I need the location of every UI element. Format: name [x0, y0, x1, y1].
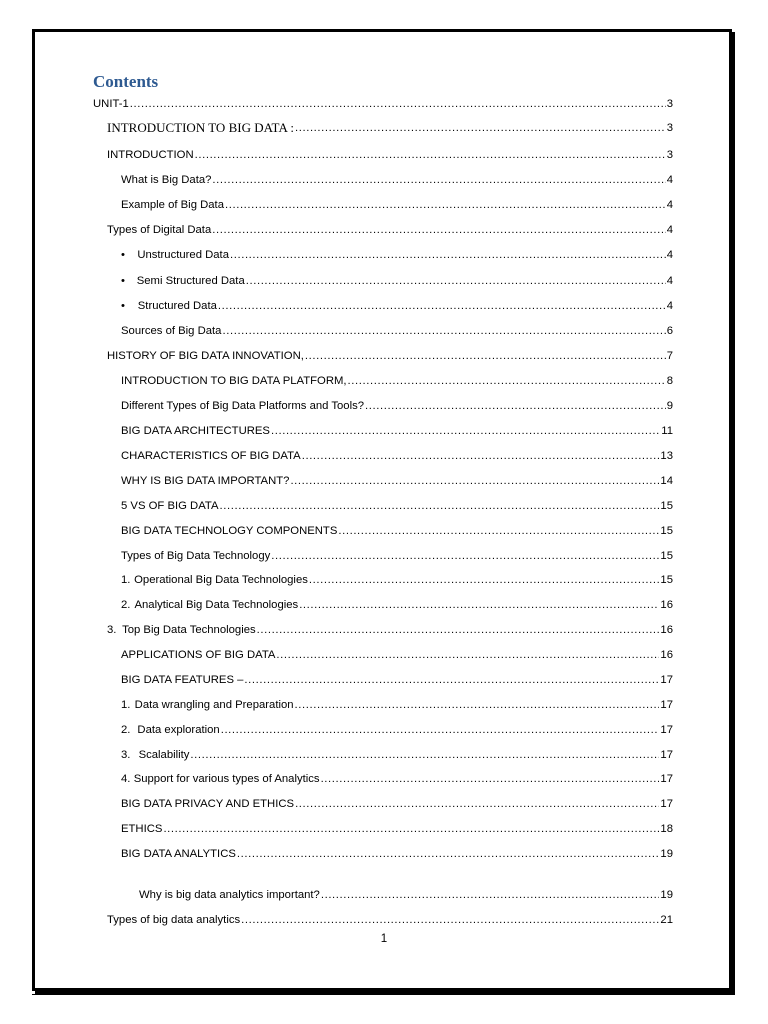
toc-entry[interactable] [121, 372, 673, 388]
toc-entry[interactable] [121, 196, 673, 212]
toc-entry[interactable] [121, 820, 673, 836]
toc-entry[interactable] [121, 721, 673, 737]
dot-leader [244, 673, 659, 687]
toc-entry-title: BIG DATA ARCHITECTURES [121, 425, 270, 437]
toc-entry-marker: 3. [121, 749, 131, 761]
dot-leader [299, 598, 659, 612]
contents-heading: Contents [93, 72, 159, 91]
toc-entry-page: 17 [660, 674, 673, 686]
toc-entry-page: 15 [660, 574, 673, 586]
toc-entry[interactable] [121, 447, 673, 463]
toc-entry-marker: • [121, 249, 125, 261]
toc-entry[interactable] [107, 621, 673, 637]
toc-entry-marker: 4. [121, 773, 131, 785]
toc-entry-page: 15 [660, 525, 673, 537]
toc-entry-page: 7 [666, 350, 673, 362]
toc-entry-title: Sources of Big Data [121, 325, 222, 337]
toc-entry-page: 17 [660, 773, 673, 785]
toc-entry[interactable] [121, 746, 673, 762]
dot-leader [365, 399, 666, 413]
toc-entry-title: Scalability [138, 749, 190, 761]
dot-leader [221, 723, 660, 737]
toc-entry[interactable] [121, 422, 673, 438]
toc-entry-title: Semi Structured Data [136, 275, 245, 287]
toc-entry-page: 4 [666, 174, 673, 186]
toc-entry-title: ETHICS [121, 823, 163, 835]
dot-leader [295, 121, 666, 135]
toc-entry-marker: • [121, 300, 125, 312]
dot-leader [305, 349, 666, 363]
toc-entry-marker: 2. [121, 599, 131, 611]
page-number: 1 [380, 933, 388, 945]
toc-entry-page: 16 [660, 649, 673, 661]
dot-leader [257, 623, 660, 637]
toc-entry[interactable] [121, 272, 673, 288]
toc-entry-marker: 3. [107, 624, 117, 636]
toc-entry[interactable] [121, 596, 673, 612]
toc-entry-title: Data exploration [137, 724, 220, 736]
dot-leader [130, 97, 666, 111]
dot-leader [290, 474, 659, 488]
toc-entry-page: 17 [660, 749, 673, 761]
toc-entry-page: 14 [660, 475, 673, 487]
toc-entry-page: 3 [666, 149, 673, 161]
toc-entry[interactable] [121, 795, 673, 811]
toc-entry[interactable] [121, 845, 673, 861]
toc-entry-marker: 2. [121, 724, 131, 736]
toc-entry-page: 18 [660, 823, 673, 835]
toc-entry-title: Operational Big Data Technologies [134, 574, 308, 586]
toc-entry[interactable] [107, 119, 673, 135]
dot-leader [276, 648, 659, 662]
dot-leader [237, 847, 660, 861]
toc-entry-title: 5 VS OF BIG DATA [121, 500, 219, 512]
toc-entry[interactable] [121, 246, 673, 262]
dot-leader [212, 223, 665, 237]
toc-entry[interactable] [121, 571, 673, 587]
toc-entry-page: 17 [660, 798, 673, 810]
toc-entry-marker: 1. [121, 574, 131, 586]
dot-leader [295, 698, 660, 712]
toc-entry-page: 13 [660, 450, 673, 462]
toc-entry-page: 4 [666, 224, 673, 236]
dot-leader [246, 274, 666, 288]
toc-entry-title: Different Types of Big Data Platforms and Tools? [121, 400, 365, 412]
toc-entry[interactable] [121, 472, 673, 488]
toc-entry-title: Support for various types of Analytics [133, 773, 320, 785]
toc-entry-page: 17 [660, 699, 673, 711]
toc-entry-title: Why is big data analytics important? [139, 889, 320, 901]
toc-entry[interactable] [121, 397, 673, 413]
dot-leader [230, 248, 666, 262]
toc-entry-title: UNIT-1 [93, 98, 129, 110]
dot-leader [309, 573, 660, 587]
toc-entry[interactable] [139, 886, 673, 902]
dot-leader [195, 148, 666, 162]
toc-entry[interactable] [107, 221, 673, 237]
toc-entry-title: BIG DATA ANALYTICS [121, 848, 236, 860]
toc-entry-title: INTRODUCTION [107, 149, 194, 161]
toc-entry-page: 4 [666, 199, 673, 211]
dot-leader [190, 748, 659, 762]
toc-entry-title: WHY IS BIG DATA IMPORTANT? [121, 475, 290, 487]
dot-leader [338, 524, 659, 538]
dot-leader [241, 913, 659, 927]
toc-entry-title: CHARACTERISTICS OF BIG DATA [121, 450, 301, 462]
toc-entry[interactable] [121, 770, 673, 786]
toc-entry[interactable] [121, 322, 673, 338]
toc-entry-title: INTRODUCTION TO BIG DATA PLATFORM, [121, 375, 347, 387]
toc-entry-page: 16 [660, 599, 673, 611]
toc-entry-title: Types of Big Data Technology [121, 550, 271, 562]
dot-leader [302, 449, 660, 463]
dot-leader [271, 549, 659, 563]
toc-entry-title: Example of Big Data [121, 199, 224, 211]
toc-entry-title: BIG DATA TECHNOLOGY COMPONENTS [121, 525, 338, 537]
toc-entry-page: 4 [666, 249, 673, 261]
dot-leader [218, 299, 666, 313]
dot-leader [295, 797, 659, 811]
toc-entry-page: 8 [666, 375, 673, 387]
toc-entry-title: HISTORY OF BIG DATA INNOVATION, [107, 350, 304, 362]
dot-leader [225, 198, 666, 212]
toc-entry[interactable] [121, 297, 673, 313]
toc-entry-title: What is Big Data? [121, 174, 212, 186]
dot-leader [222, 324, 665, 338]
toc-entry-page: 15 [660, 550, 673, 562]
dot-leader [212, 173, 665, 187]
toc-entry-title: APPLICATIONS OF BIG DATA [121, 649, 276, 661]
toc-entry[interactable] [121, 671, 673, 687]
toc-entry[interactable] [121, 547, 673, 563]
toc-entry-page: 16 [660, 624, 673, 636]
toc-entry-page: 11 [661, 425, 673, 437]
toc-entry-page: 17 [660, 724, 673, 736]
toc-entry[interactable] [107, 146, 673, 162]
dot-leader [220, 499, 660, 513]
dot-leader [321, 772, 660, 786]
toc-entry-title: Types of big data analytics [107, 914, 241, 926]
toc-entry[interactable] [121, 522, 673, 538]
dot-leader [348, 374, 666, 388]
toc-entry-page: 6 [666, 325, 673, 337]
toc-entry-title: Analytical Big Data Technologies [134, 599, 299, 611]
toc-entry-title: Structured Data [137, 300, 217, 312]
toc-entry-page: 19 [660, 889, 673, 901]
toc-entry[interactable] [121, 171, 673, 187]
toc-entry-title: Data wrangling and Preparation [134, 699, 294, 711]
toc-entry-title: Types of Digital Data [107, 224, 212, 236]
dot-leader [163, 822, 659, 836]
toc-entry[interactable] [107, 347, 673, 363]
toc-entry[interactable] [121, 497, 673, 513]
toc-entry[interactable] [107, 911, 673, 927]
toc-entry-marker: 1. [121, 699, 131, 711]
toc-entry-page: 3 [666, 98, 673, 110]
toc-entry-marker: • [121, 275, 125, 287]
dot-leader [321, 888, 660, 902]
toc-entry-page: 15 [660, 500, 673, 512]
toc-entry-title: BIG DATA FEATURES – [121, 674, 244, 686]
toc-entry-page: 21 [660, 914, 673, 926]
toc-entry-title: Unstructured Data [137, 249, 229, 261]
dot-leader [271, 424, 660, 438]
toc-entry-title: INTRODUCTION TO BIG DATA : [107, 120, 294, 135]
toc-entry-title: BIG DATA PRIVACY AND ETHICS [121, 798, 295, 810]
toc-entry-page: 3 [666, 122, 673, 134]
toc-entry-title: Top Big Data Technologies [122, 624, 256, 636]
toc-entry-page: 4 [666, 300, 673, 312]
toc-entry-page: 9 [666, 400, 673, 412]
toc-entry-page: 4 [666, 275, 673, 287]
toc-entry[interactable] [121, 696, 673, 712]
toc-entry[interactable] [93, 95, 673, 111]
toc-entry-page: 19 [660, 848, 673, 860]
toc-entry[interactable] [121, 646, 673, 662]
